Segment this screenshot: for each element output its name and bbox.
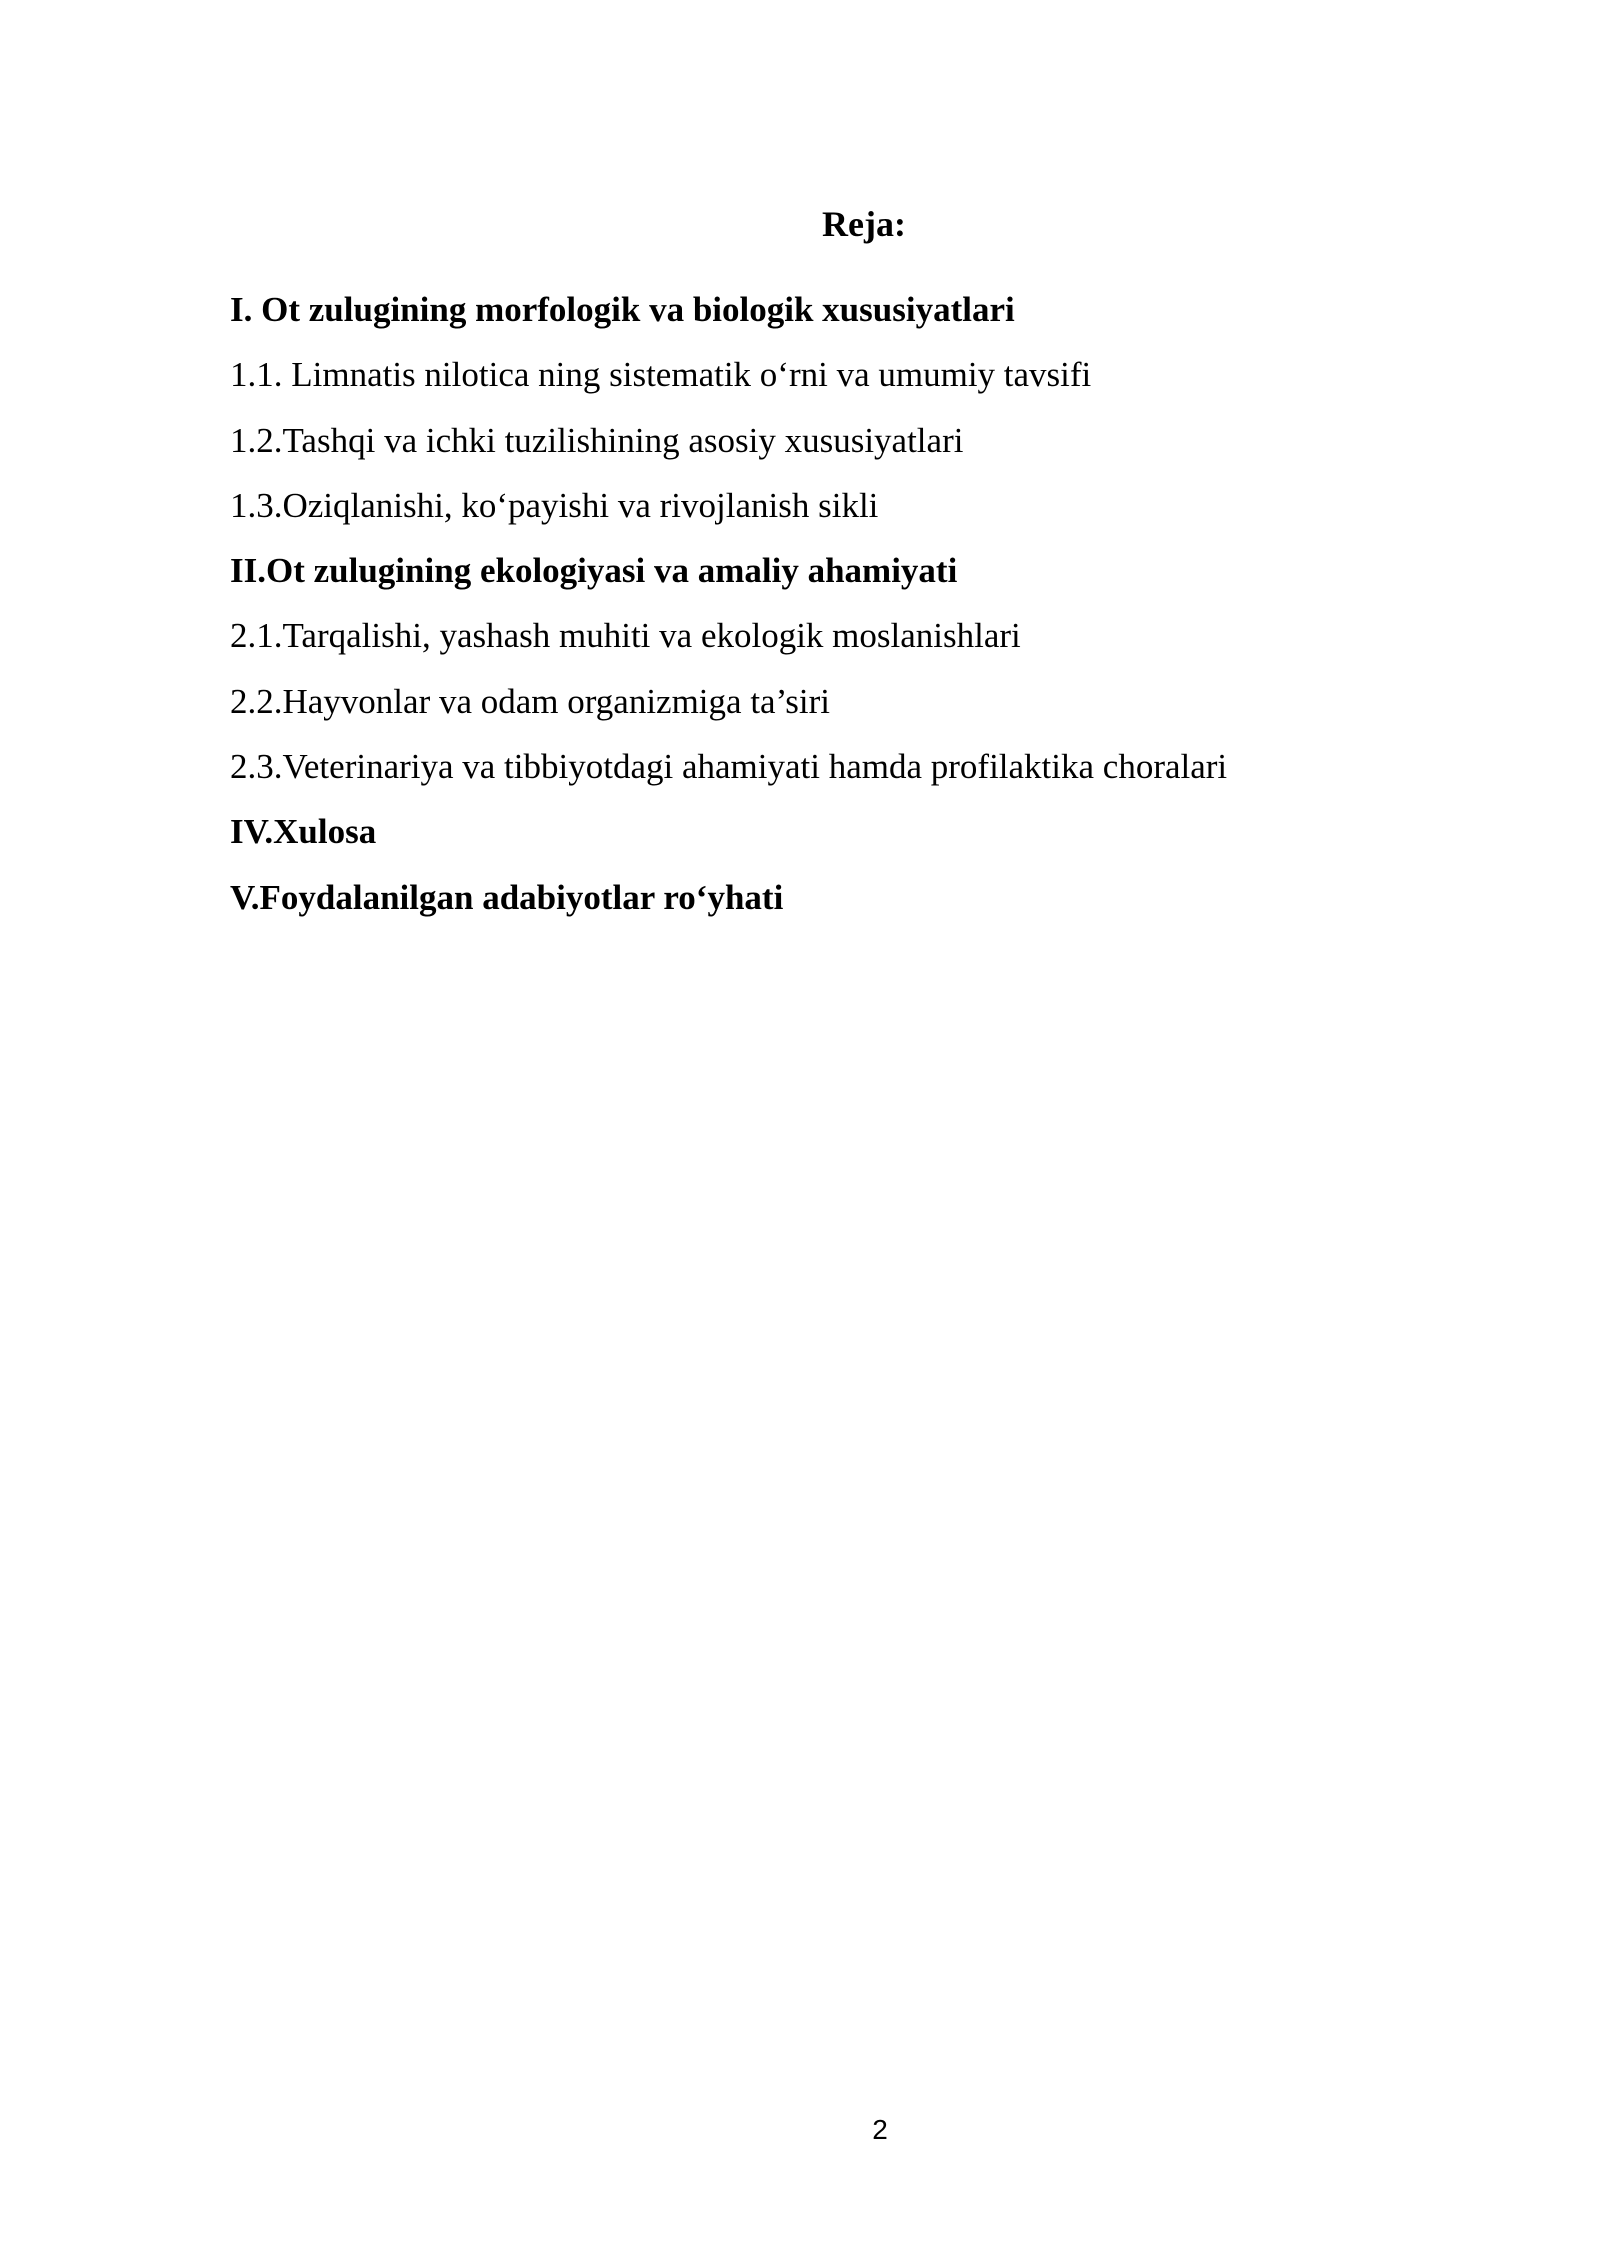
toc-section-heading: II.Ot zulugining ekologiyasi va amaliy ahamiyati [230,551,958,591]
table-of-contents [230,288,1490,941]
toc-subsection: 2.3.Veterinariya va tibbiyotdagi ahamiyati hamda profilaktika choralari [230,747,1228,787]
toc-subsection: 1.3.Oziqlanishi, ko‘payishi va rivojlanish sikli [230,485,879,525]
page-number: 2 [872,2114,888,2145]
toc-subsection: 2.1.Tarqalishi, yashash muhiti va ekologik moslanishlari [230,616,1021,656]
toc-section-heading: I. Ot zulugining morfologik va biologik xususiyatlari [230,290,1015,329]
toc-subsection: 1.1. Limnatis nilotica ning sistematik o‘rni va umumiy tavsifi [230,355,1092,395]
document-title: Reja: [822,204,906,244]
toc-section-heading: V.Foydalanilgan adabiyotlar ro‘yhati [230,877,784,917]
toc-subsection: 2.2.Hayvonlar va odam organizmiga ta’siri [230,681,831,721]
toc-section-heading: IV.Xulosa [230,812,377,852]
toc-subsection: 1.2.Tashqi va ichki tuzilishining asosiy xususiyatlari [230,420,964,460]
